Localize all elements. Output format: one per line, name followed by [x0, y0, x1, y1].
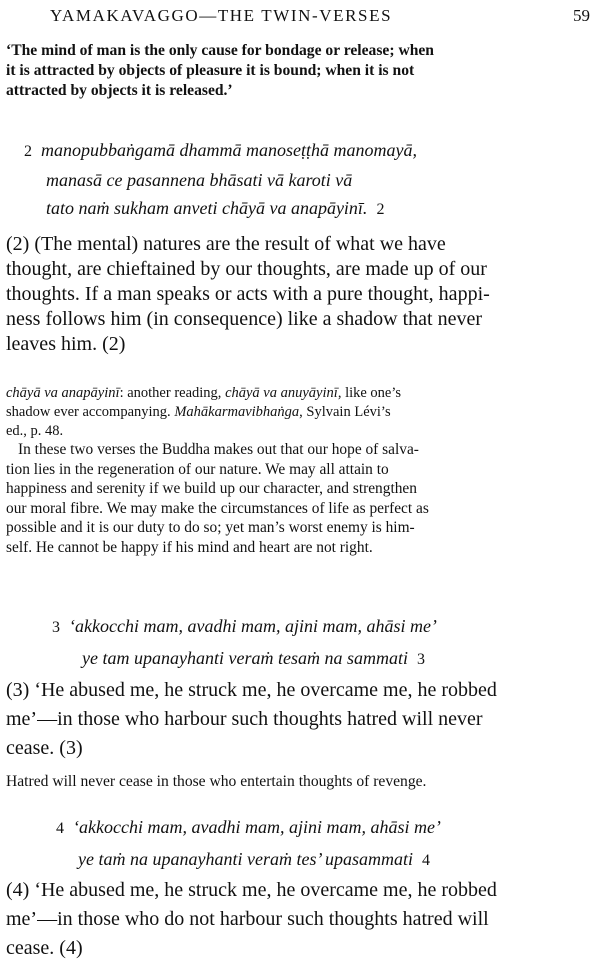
note-text: , Sylvain Lévi’s — [299, 404, 391, 420]
note-text: shadow ever accompanying. — [6, 404, 171, 420]
note-text: : another reading, — [119, 385, 222, 401]
commentary-line: possible and it is our duty to do so; yet man’s worst enemy is him- — [6, 519, 415, 536]
verse-text: ye taṁ na upanayhanti veraṁ tes’ upasammati — [78, 849, 413, 869]
verse-number: 4 — [56, 820, 64, 837]
quote-line: attracted by objects it is released.’ — [6, 82, 233, 99]
translation-line: (2) (The mental) natures are the result of what we have — [6, 233, 446, 255]
translation-line: (4) ‘He abused me, he struck me, he overcame me, he robbed — [6, 879, 497, 901]
verse-number: 3 — [52, 619, 60, 636]
commentary-line: In these two verses the Buddha makes out that our hope of salva- — [18, 441, 419, 458]
verse-4-pali — [56, 812, 441, 876]
verse-2-textual-note — [6, 384, 401, 441]
verse-line — [24, 136, 417, 166]
translation-line: ness follows him (in consequence) like a shadow that never — [6, 308, 482, 330]
quote-line: it is attracted by objects of pleasure it is bound; when it is not — [6, 62, 415, 79]
verse-2-translation — [6, 232, 490, 357]
page-number: 59 — [573, 6, 590, 25]
verse-text: tato naṁ sukham anveti chāyā va anapāyinī. — [46, 198, 368, 218]
commentary-line: tion lies in the regeneration of our nature. We may all attain to — [6, 460, 389, 478]
verse-end-number: 2 — [376, 201, 385, 218]
note-line — [6, 384, 401, 403]
verse-text: manopubbaṅgamā dhammā manoseṭṭhā manomayā, — [41, 140, 417, 160]
verse-line — [24, 194, 417, 224]
verse-end-number: 3 — [416, 651, 425, 668]
translation-line: leaves him. (2) — [6, 333, 126, 355]
note-text: , like one’s — [337, 385, 402, 401]
translation-line: thoughts. If a man speaks or acts with a pure thought, happi- — [6, 283, 490, 305]
verse-2-pali — [24, 136, 417, 224]
note-source: Mahākarmavibhaṅga — [174, 404, 300, 420]
commentary-line: Hatred will never cease in those who entertain thoughts of revenge. — [6, 773, 427, 790]
note-term: chāyā va anapāyinī — [6, 385, 120, 401]
translation-line: cease. (3) — [6, 737, 83, 759]
verse-line — [52, 643, 437, 675]
verse-end-number: 4 — [421, 852, 430, 869]
commentary-line: our moral fibre. We may make the circumstances of life as perfect as — [6, 499, 429, 517]
verse-text: ye tam upanayhanti veraṁ tesaṁ na sammati — [82, 648, 408, 668]
opening-quote — [6, 41, 434, 101]
note-line: ed., p. 48. — [6, 423, 64, 439]
verse-line — [56, 844, 441, 876]
verse-line — [56, 812, 441, 844]
note-term: chāyā va anuyāyinī — [225, 385, 338, 401]
page-header — [0, 6, 600, 30]
running-title: YAMAKAVAGGO—THE TWIN-VERSES — [50, 6, 393, 25]
translation-line: thought, are chieftained by our thoughts, are made up of our — [6, 258, 487, 280]
commentary-line: self. He cannot be happy if his mind and heart are not right. — [6, 538, 373, 556]
translation-line: (3) ‘He abused me, he struck me, he overcame me, he robbed — [6, 679, 497, 701]
translation-line: cease. (4) — [6, 937, 83, 959]
translation-line: me’—in those who harbour such thoughts hatred will never — [6, 708, 483, 730]
verse-3-commentary — [6, 772, 426, 792]
verse-3-translation — [6, 676, 497, 763]
verse-number: 2 — [24, 143, 32, 160]
quote-line: ‘The mind of man is the only cause for bondage or release; when — [6, 42, 434, 59]
note-line — [6, 403, 401, 422]
verse-text: ‘akkocchi mam, avadhi mam, ajini mam, ahāsi me’ — [73, 817, 441, 837]
verse-line — [52, 611, 437, 643]
verse-4-translation — [6, 876, 497, 963]
verse-3-pali — [52, 611, 437, 675]
verse-2-commentary — [6, 440, 429, 557]
verse-line: manasā ce pasannena bhāsati vā karoti vā — [46, 170, 353, 190]
translation-line: me’—in those who do not harbour such thoughts hatred will — [6, 908, 489, 930]
verse-text: ‘akkocchi mam, avadhi mam, ajini mam, ahāsi me’ — [69, 616, 437, 636]
commentary-line: happiness and serenity if we build up our character, and strengthen — [6, 480, 417, 497]
